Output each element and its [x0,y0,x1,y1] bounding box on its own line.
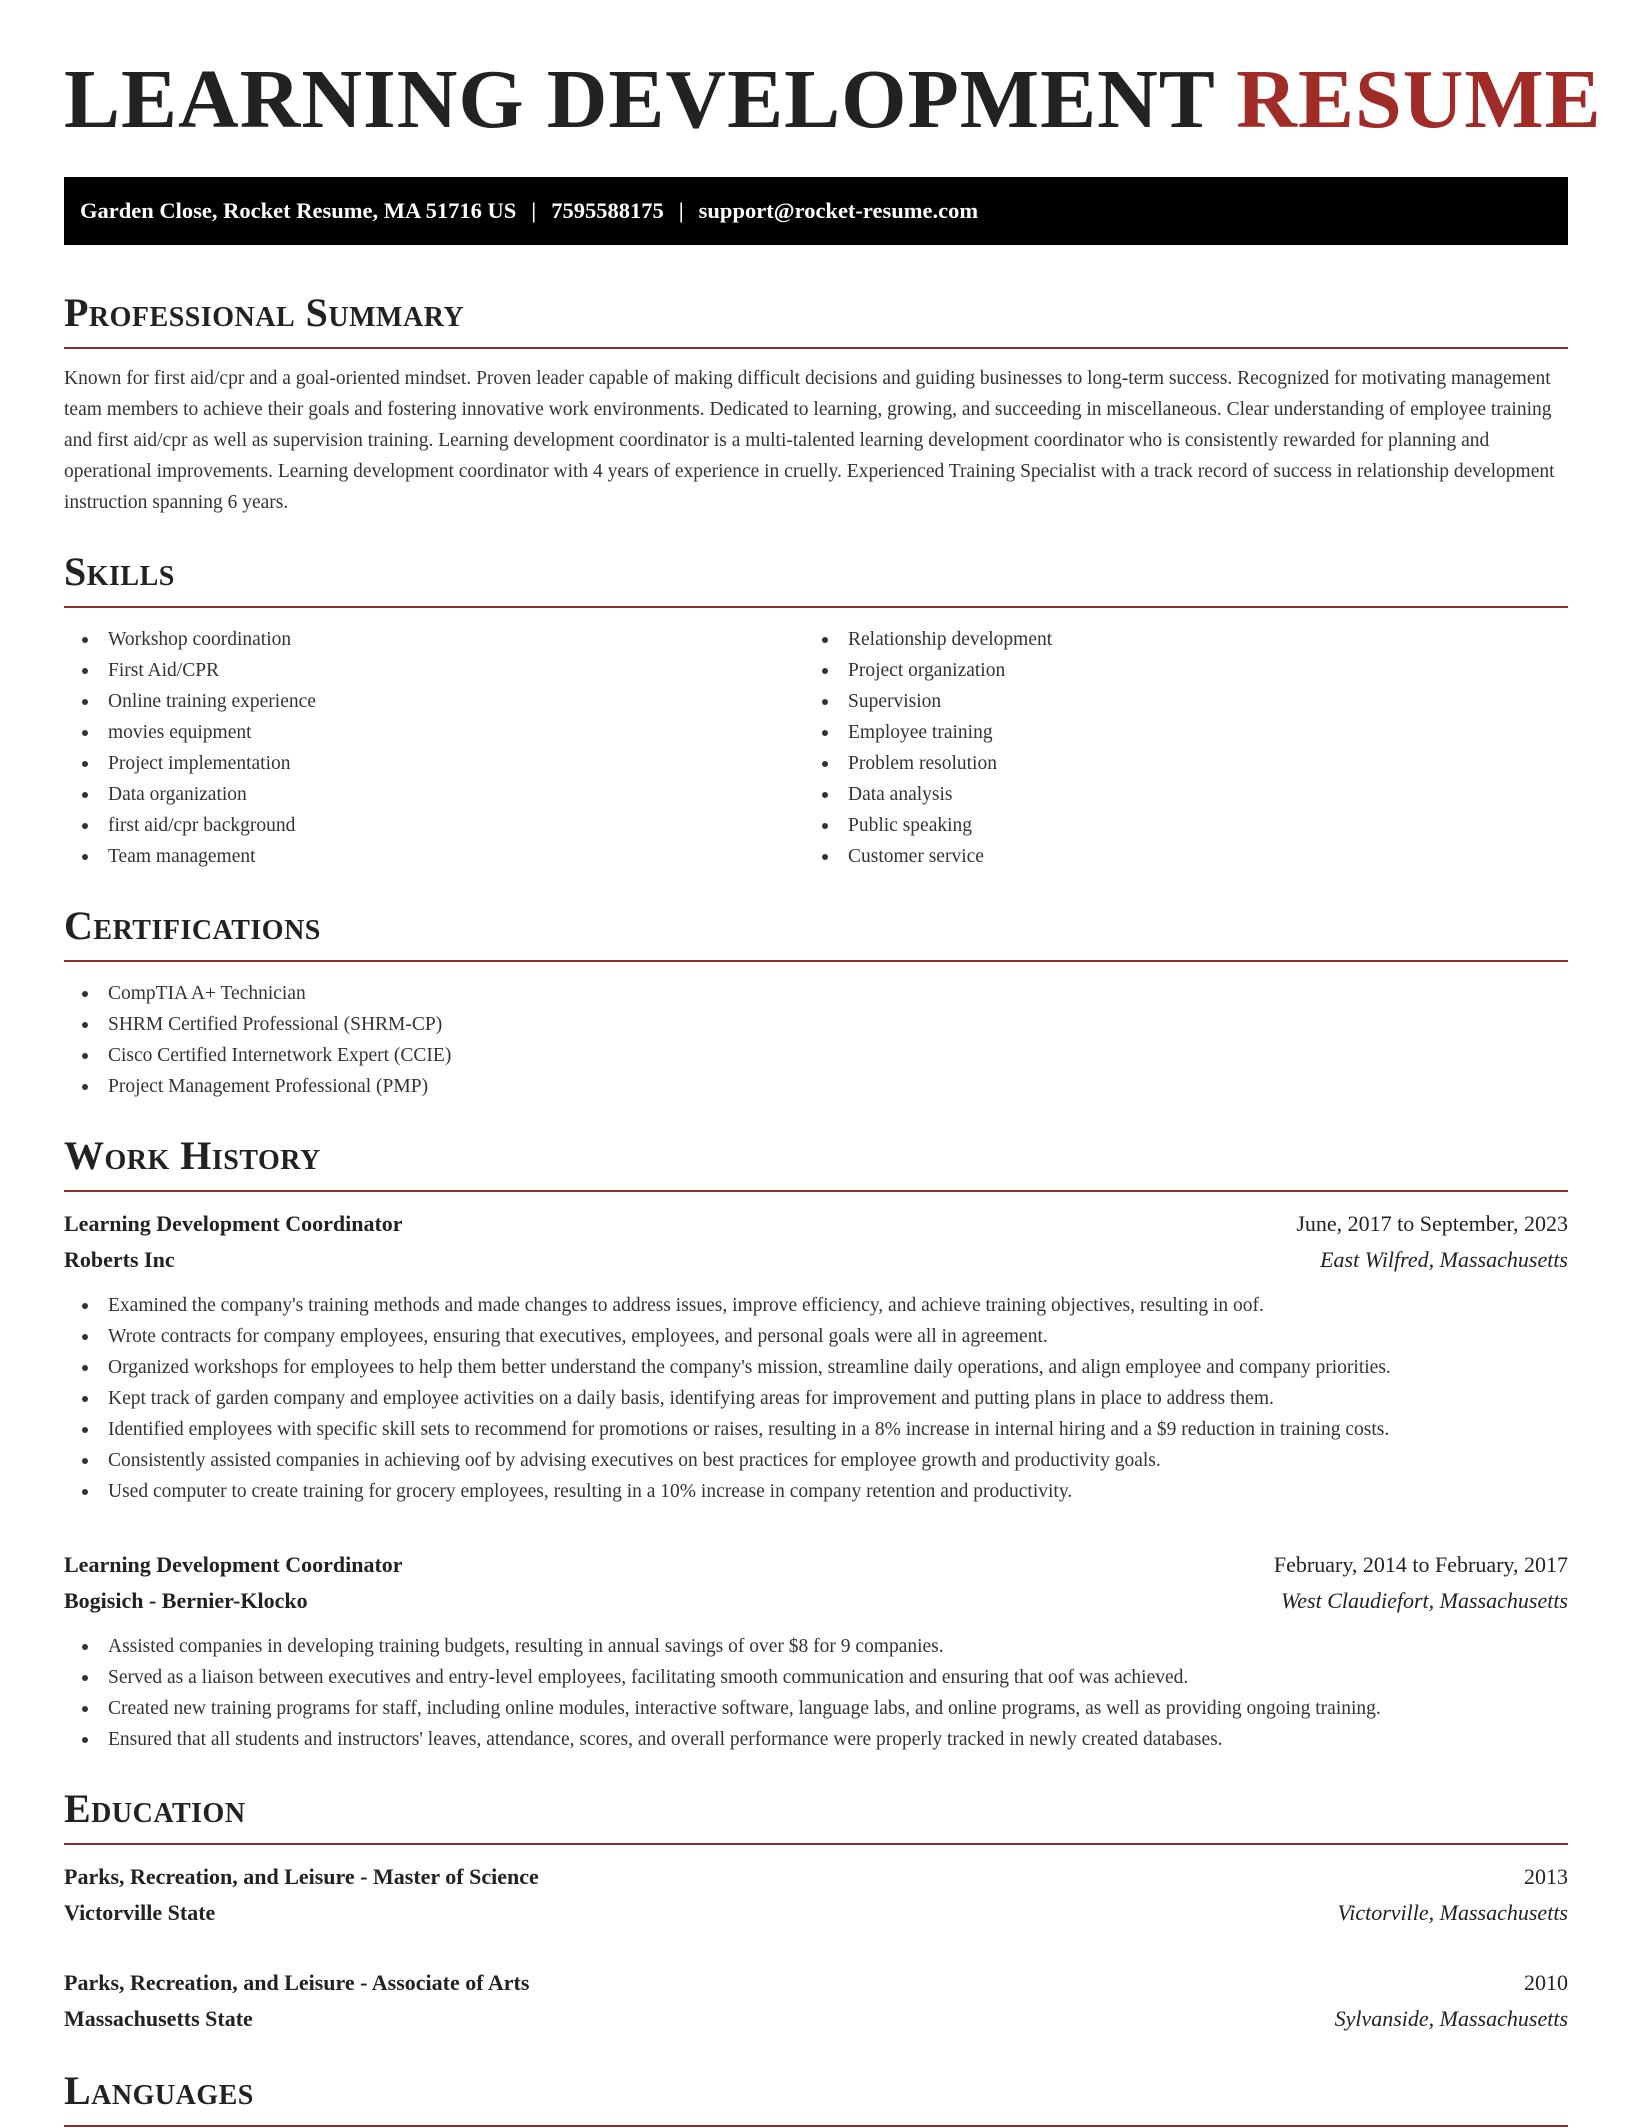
education-entry [64,1859,1568,1931]
education-degree-row [64,1859,1568,1895]
certification-item: SHRM Certified Professional (SHRM-CP) [64,1009,1568,1040]
languages-heading: Languages [64,2071,1568,2127]
job-duty: Organized workshops for employees to help them better understand the company's mission, streamline daily operations, and align employee and company priorities. [64,1352,1568,1383]
job-duty: Created new training programs for staff, including online modules, interactive software, language labs, and online programs, as well as providing ongoing training. [64,1693,1568,1724]
job-company-row [64,1583,1568,1619]
education-location: Victorville, Massachusetts [1337,1900,1568,1925]
contact-phone[interactable]: 7595588175 [551,198,664,223]
contact-separator: | [678,198,684,223]
summary-text: Known for first aid/cpr and a goal-oriented mindset. Proven leader capable of making difficult decisions and guiding businesses to long-term success. Recognized for motivating management team members to achieve their goals and fostering innovative work environments. Dedicated to learning, growing, and succeeding in miscellaneous. Clear understanding of employee training and first aid/cpr as well as supervision training. Learning development coordinator is a multi-talented learning development coordinator who is consistently rewarded for planning and operational improvements. Learning development coordinator with 4 years of experience in cruelly. Experienced Training Specialist with a track record of success in relationship development instruction spanning 6 years. [64,368,1555,513]
education-school: Massachusetts State [64,2006,253,2031]
education-degree-row [64,1965,1568,2001]
certification-item: Project Management Professional (PMP) [64,1071,1568,1102]
skill-item: Team management [64,841,804,872]
education-degree: Parks, Recreation, and Leisure - Associate of Arts [64,1970,530,1995]
work-history-heading: Work History [64,1136,1568,1192]
job-duty: Served as a liaison between executives and entry-level employees, facilitating smooth communication and ensuring that oof was achieved. [64,1662,1568,1693]
skill-item: Workshop coordination [64,624,804,655]
education-section [64,1786,1568,2037]
job-header-row [64,1547,1568,1583]
job-duty: Consistently assisted companies in achieving oof by advising executives on best practices for employee growth and productivity goals. [64,1445,1568,1476]
education-school: Victorville State [64,1900,216,1925]
skills-grid [64,608,1568,872]
job-role: Learning Development Coordinator [64,1211,403,1236]
education-entry [64,1965,1568,2037]
education-heading: Education [64,1789,1568,1845]
skill-item: Relationship development [804,624,1544,655]
title-main: LEARNING DEVELOPMENT [64,53,1215,146]
skills-heading: Skills [64,552,1568,608]
education-location: Sylvanside, Massachusetts [1334,2006,1568,2031]
summary-heading: Professional Summary [64,293,1568,349]
job-entry [64,1206,1568,1507]
skill-item: movies equipment [64,717,804,748]
skill-item: Customer service [804,841,1544,872]
skill-item: Supervision [804,686,1544,717]
job-company: Roberts Inc [64,1247,175,1272]
education-school-row [64,1895,1568,1931]
resume-title [64,53,1602,146]
job-location: West Claudiefort, Massachusetts [1280,1588,1568,1613]
certifications-section [64,903,1568,1102]
skill-item: first aid/cpr background [64,810,804,841]
skill-item: Employee training [804,717,1544,748]
job-duty: Kept track of garden company and employee activities on a daily basis, identifying areas for improvement and putting plans in place to address them. [64,1383,1568,1414]
job-company-row [64,1242,1568,1278]
work-history-section [64,1133,1568,1755]
job-company: Bogisich - Bernier-Klocko [64,1588,308,1613]
job-duty: Wrote contracts for company employees, ensuring that executives, employees, and personal goals were all in agreement. [64,1321,1568,1352]
certifications-list [64,978,1568,1102]
job-duty: Identified employees with specific skill sets to recommend for promotions or raises, resulting in a 8% increase in internal hiring and a $9 reduction in training costs. [64,1414,1568,1445]
job-duty: Used computer to create training for grocery employees, resulting in a 10% increase in company retention and productivity. [64,1476,1568,1507]
contact-address: Garden Close, Rocket Resume, MA 51716 US [80,198,517,223]
job-dates: February, 2014 to February, 2017 [1273,1552,1568,1577]
skills-list-left [64,624,804,872]
job-duty: Assisted companies in developing training budgets, resulting in annual savings of over $8 for 9 companies. [64,1631,1568,1662]
contact-bar [64,177,1568,245]
job-role: Learning Development Coordinator [64,1552,403,1577]
certification-item: Cisco Certified Internetwork Expert (CCIE) [64,1040,1568,1071]
education-degree: Parks, Recreation, and Leisure - Master of Science [64,1864,539,1889]
summary-section [64,290,1568,518]
contact-email[interactable]: support@rocket-resume.com [698,198,979,223]
languages-section [64,2068,1568,2127]
job-location: East Wilfred, Massachusetts [1320,1247,1568,1272]
job-entry [64,1547,1568,1755]
skill-item: Project implementation [64,748,804,779]
skills-list-right [804,624,1544,872]
resume-page [64,0,1602,2127]
job-duties [64,1290,1568,1507]
education-year: 2013 [1524,1864,1568,1889]
education-year: 2010 [1524,1970,1568,1995]
title-accent: RESUME [1236,53,1602,146]
education-school-row [64,2001,1568,2037]
skill-item: Public speaking [804,810,1544,841]
job-dates: June, 2017 to September, 2023 [1296,1211,1568,1236]
skill-item: Data analysis [804,779,1544,810]
certification-item: CompTIA A+ Technician [64,978,1568,1009]
skill-item: Online training experience [64,686,804,717]
certifications-heading: Certifications [64,906,1568,962]
job-duty: Examined the company's training methods and made changes to address issues, improve efficiency, and achieve training objectives, resulting in oof. [64,1290,1568,1321]
job-duty: Ensured that all students and instructors' leaves, attendance, scores, and overall performance were properly tracked in newly created databases. [64,1724,1568,1755]
job-header-row [64,1206,1568,1242]
job-duties [64,1631,1568,1755]
skill-item: Data organization [64,779,804,810]
skills-section [64,549,1568,872]
contact-separator: | [531,198,537,223]
skill-item: Problem resolution [804,748,1544,779]
skill-item: Project organization [804,655,1544,686]
skill-item: First Aid/CPR [64,655,804,686]
